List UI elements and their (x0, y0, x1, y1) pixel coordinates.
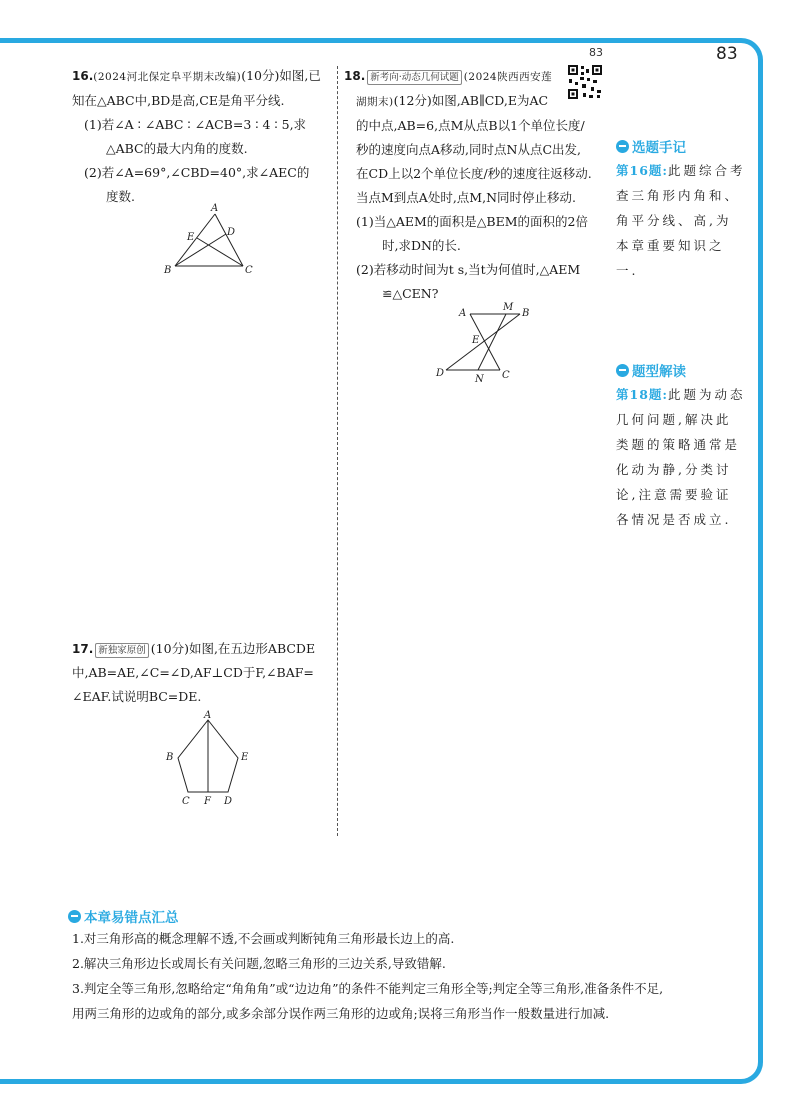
q17-line2: 中,AB=AE,∠C=∠D,AF⊥CD于F,∠BAF= (72, 665, 314, 680)
q16-points: (10分) (241, 68, 280, 83)
q17-label-e: E (241, 752, 249, 763)
q18-line1: 如图,AB∥CD,E为AC (431, 93, 549, 108)
q16-label-c: C (245, 265, 253, 276)
q18-line5: 当点M到点A处时,点M,N同时停止移动. (356, 190, 576, 205)
q18-number: 18. (344, 69, 366, 83)
q16-label-b: B (164, 265, 172, 276)
sidebar-note-header (616, 136, 746, 156)
q17-label-a: A (204, 710, 212, 721)
question-16 (72, 64, 334, 209)
q16-triangle-figure (155, 200, 265, 282)
q16-label-e: E (187, 232, 195, 243)
q18-label-c: C (502, 370, 510, 381)
sidebar-analysis (616, 360, 746, 532)
q18-tag: 新考向·动态几何试题 (367, 70, 462, 85)
q16-intro-a: 如图,已 (279, 68, 321, 83)
question-18 (344, 64, 608, 306)
q16-part1-b: △ABC的最大内角的度数. (106, 141, 248, 156)
q16-altitude-bd (175, 234, 226, 266)
q17-label-c: C (182, 796, 190, 807)
q18-part2-b: ≌△CEN? (382, 286, 439, 301)
q18-source-a: (2024陕西西安莲 (463, 71, 553, 83)
q18-part1-b: 时,求DN的长. (382, 238, 461, 253)
error-item-3: 3.判定全等三角形,忽略给定“角角角”或“边边角”的条件不能判定三角形全等;判定全等三角形,准备条件不足, (72, 981, 664, 996)
q17-line3: ∠EAF.试说明BC=DE. (72, 689, 202, 704)
q18-label-a: A (459, 308, 467, 319)
sidebar-analysis-header (616, 360, 746, 380)
q18-label-n: N (475, 374, 484, 385)
sidebar-note-title: 选题手记 (632, 140, 686, 156)
error-summary (72, 906, 742, 1026)
question-17 (72, 637, 334, 709)
q17-label-d: D (224, 796, 233, 807)
q18-line4: 在CD上以2个单位长度/秒的速度往返移动. (356, 166, 592, 181)
q18-parallel-figure (432, 296, 542, 386)
sidebar-note-highlight: 第16题: (616, 163, 669, 178)
q16-bisector-ce (197, 238, 243, 266)
q18-label-m: M (503, 302, 514, 313)
page-number-small: 83 (589, 46, 603, 59)
analysis-bubble-icon (616, 364, 629, 377)
q17-tag: 新独家原创 (95, 643, 149, 658)
q18-source-b: 湖期末) (356, 96, 394, 108)
q16-part1-a: (1)若∠A ∶ ∠ABC ∶ ∠ACB=3 ∶ 4 ∶ 5,求 (84, 117, 307, 132)
error-summary-header (68, 906, 742, 926)
q16-side-ac (215, 214, 243, 266)
error-summary-title: 本章易错点汇总 (84, 910, 179, 926)
sidebar-note-text: 此题综合考查三角形内角和、角平分线、高,为本章重要知识之一. (616, 163, 746, 278)
q16-source: (2024河北保定阜平期末改编) (93, 71, 242, 83)
sidebar-note-body (616, 158, 746, 283)
page-number: 83 (716, 44, 738, 64)
q18-line2: 的中点,AB=6,点M从点B以1个单位长度/ (356, 118, 585, 133)
q18-label-e: E (472, 335, 480, 346)
q18-part1-a: (1)当△AEM的面积是△BEM的面积的2倍 (356, 214, 588, 229)
q16-number: 16. (72, 69, 94, 83)
q16-intro-b: 知在△ABC中,BD是高,CE是角平分线. (72, 93, 285, 108)
sidebar-note (616, 136, 746, 283)
q16-part2-b: 度数. (106, 189, 135, 204)
q16-label-a: A (211, 203, 219, 214)
q16-side-ab (175, 214, 215, 266)
q18-line3: 秒的速度向点A移动,同时点N从点C出发, (356, 142, 581, 157)
note-bubble-icon (616, 140, 629, 153)
q18-label-d: D (436, 368, 445, 379)
q17-label-f: F (204, 796, 211, 807)
sidebar-analysis-body (616, 382, 746, 532)
q18-segment-bd (446, 314, 520, 370)
summary-bubble-icon (68, 910, 81, 923)
q17-number: 17. (72, 642, 94, 656)
sidebar-analysis-title: 题型解读 (632, 364, 686, 380)
q16-label-d: D (227, 227, 236, 238)
q17-label-b: B (166, 752, 174, 763)
error-item-2: 2.解决三角形边长或周长有关问题,忽略三角形的三边关系,导致错解. (72, 956, 446, 971)
q18-points: (12分) (393, 93, 432, 108)
q17-pentagon-figure (160, 708, 260, 808)
column-divider (337, 66, 338, 836)
q17-points: (10分) (150, 641, 189, 656)
q16-part2-a: (2)若∠A=69°,∠CBD=40°,求∠AEC的 (84, 165, 310, 180)
q18-label-b: B (522, 308, 530, 319)
sidebar-analysis-text: 此题为动态几何问题,解决此类题的策略通常是化动为静,分类讨论,注意需要验证各情况是否成立. (616, 387, 746, 527)
sidebar-analysis-highlight: 第18题: (616, 387, 669, 402)
error-item-1: 1.对三角形高的概念理解不透,不会画或判断钝角三角形最长边上的高. (72, 931, 455, 946)
q18-part2-a: (2)若移动时间为t s,当t为何值时,△AEM (356, 262, 581, 277)
error-item-3-cont: 用两三角形的边或角的部分,或多余部分误作两三角形的边或角;误将三角形当作一般数量进行加减. (72, 1006, 610, 1021)
q17-line1: 如图,在五边形ABCDE (188, 641, 316, 656)
